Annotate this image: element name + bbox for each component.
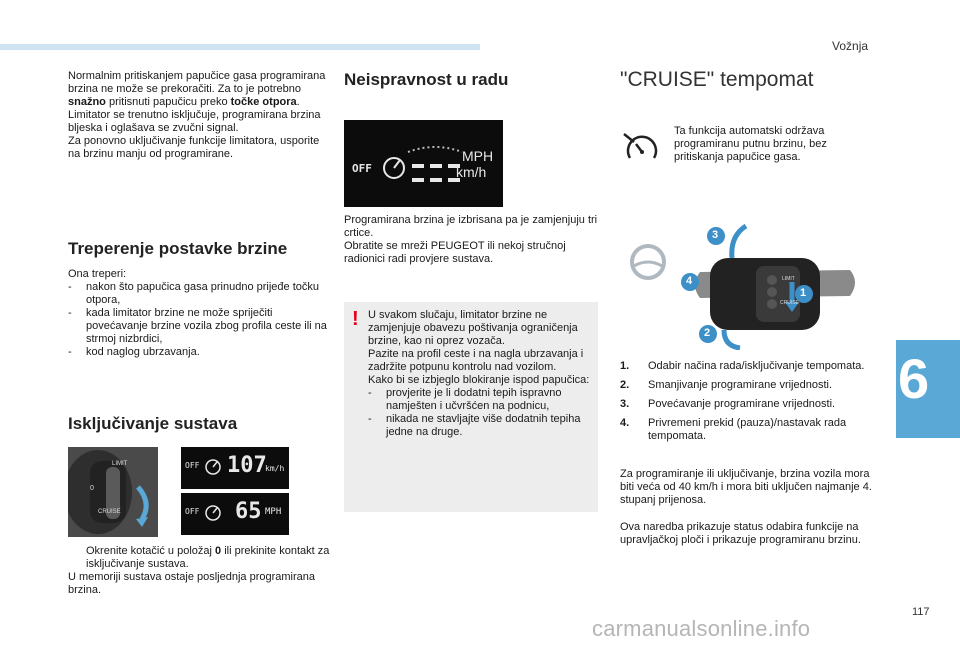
step-text: Odabir načina rada/isključivanje tempomata. [648,360,865,372]
step-text: Smanjivanje programirane vrijednosti. [648,379,833,391]
list-item [620,379,882,392]
cruise-steps [620,360,882,449]
cruise-para-1 [620,468,882,507]
badge-3: 3 [712,229,719,241]
display-off-label: OFF [185,461,200,470]
chapter-number: 6 [898,347,930,410]
step-number: 2. [620,379,630,391]
switch-label-limit: LIMIT [112,461,128,467]
off-section-title: Isključivanje sustava [68,414,238,433]
switch-label-zero: 0 [90,485,94,492]
step-number: 4. [620,417,630,429]
cruise-intro [674,125,864,164]
warning-exclamation-icon: ! [352,308,359,330]
off-step [68,545,330,597]
off-step-text: Okrenite kotačić u položaj [86,545,216,557]
off-step-position: 0 [215,545,222,557]
display-unit: km/h [265,464,285,473]
cruise-para-1-text: Za programiranje ili uključivanje, brzina vozila mora biti veća od 40 km/h i mora biti uključen najmanje 4. stupanj prijenosa. [620,468,872,506]
blink-list [68,281,330,359]
intro-text: pritisnuti papučicu preko [105,96,231,108]
display-mph [181,493,289,535]
badge-4: 4 [686,275,693,287]
display-unit-mph: MPH [462,148,494,164]
list-item: - nikada ne stavljajte više dodatnih tepiha jedne na druge. [368,413,594,439]
list-item [620,360,882,373]
intro-paragraph [68,70,330,161]
step-number: 1. [620,360,630,372]
cruise-stalk-diagram [620,222,882,350]
cruise-speedometer-icon [620,128,662,168]
warning-paragraph: Pazite na profil ceste i na nagla ubrzavanja i zadržite potpunu kontrolu nad vozilom. [368,348,584,373]
step-text: Povećavanje programirane vrijednosti. [648,398,836,410]
intro-text: . [296,96,300,108]
badge-2: 2 [704,327,711,339]
warning-paragraph: U svakom slučaju, limitator brzine ne zamjenjuje obavezu poštivanja ograničenja brzine, kao ni oprez vozača. [368,309,578,347]
intro-reenable: Za ponovno uključivanje funkcije limitatora, usporite na brzinu manju od programirane. [68,135,320,160]
step-text: Privremeni prekid (pauza)/nastavak rada tempomata. [648,417,847,442]
speedometer-icon [203,501,223,523]
fault-text-2: Obratite se mreži PEUGEOT ili nekoj stručnoj radionici radi provjere sustava. [344,240,566,265]
list-item: - provjerite je li dodatni tepih ispravno namješten i učvršćen na podnicu, [368,387,594,413]
intro-limiter-off: Limitator se trenutno isključuje, programirana brzina bljeska i oglašava se zvučni signal. [68,109,321,134]
steps-list [620,360,882,443]
intro-text: Normalnim pritiskanjem papučice gasa programirana brzina ne može se prekoračiti. Za to je potrebno [68,70,326,95]
cruise-section-title: "CRUISE" tempomat [620,68,814,91]
display-unit: MPH [265,507,282,517]
watermark: carmanualsonline.info [592,616,811,641]
display-value: 107 [227,453,267,478]
badge-1: 1 [800,287,807,299]
fault-section-title: Neispravnost u radu [344,70,509,89]
cruise-intro-text: Ta funkcija automatski održava programiranu putnu brzinu, bez pritiskanja papučice gasa. [674,125,827,163]
intro-bold-strong: snažno [68,96,106,108]
display-off-label: OFF [185,507,200,516]
switch-label-cruise: CRUISE [98,509,121,515]
cruise-para-2-text: Ova naredba prikazuje status odabira funkcije na upravljačkoj ploči i prikazuje programiranu brzinu. [620,521,861,546]
stalk-label-limit: LIMIT [782,276,795,282]
blink-section-title: Treperenje postavke brzine [68,239,288,258]
rotary-switch-photo [68,447,158,537]
blink-lead: Ona treperi: [68,268,127,280]
display-kmh [181,447,289,489]
blink-section [68,268,330,359]
intro-bold-point: točke otpora [230,96,297,108]
warning-paragraph: Kako bi se izbjeglo blokiranje ispod papučica: [368,374,590,386]
list-item: - nakon što papučica gasa prinudno prijeđe točku otpora, [68,281,330,307]
fault-display [344,120,503,207]
speedometer-icon [203,455,223,477]
fault-text-1: Programirana brzina je izbrisana pa je zamjenjuju tri crtice. [344,214,598,239]
display-unit-kmh: km/h [456,164,487,180]
list-item: - kada limitator brzine ne može spriječiti povećavanje brzine vozila zbog profila ceste ili na strmoj nizbrdici, [68,307,330,346]
list-item [620,417,882,443]
list-item: - kod naglog ubrzavanja. [68,346,330,359]
step-number: 3. [620,398,630,410]
fault-text [344,214,602,266]
stalk-label-cruise: CRUISE [780,300,799,306]
warning-list [368,387,594,439]
off-step-text: ili prekinite kontakt za isključivanje sustava. [86,545,330,570]
header-accent-bar [0,44,480,50]
warning-text [368,309,594,439]
section-title: Vožnja [832,39,869,53]
cruise-stalk-graphic [620,222,882,350]
page-number: 117 [912,606,930,618]
list-item [620,398,882,411]
display-off-label: OFF [352,162,372,175]
cruise-para-2 [620,521,882,547]
display-value: 65 [235,499,262,524]
off-memory-text: U memoriji sustava ostaje posljednja programirana brzina. [68,571,316,596]
